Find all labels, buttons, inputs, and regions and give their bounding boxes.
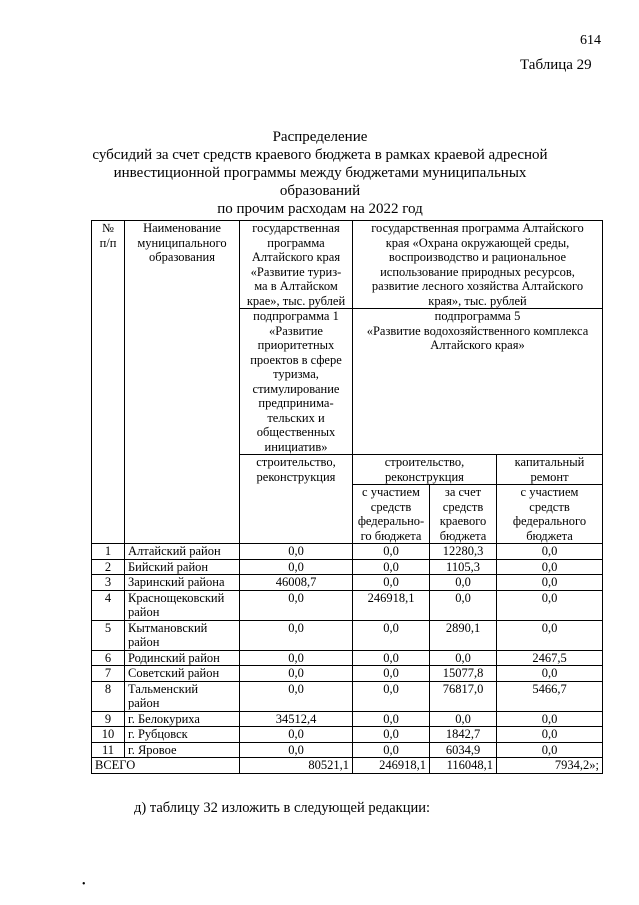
num-cell: 6 [92, 650, 125, 666]
table-row [92, 727, 603, 743]
regional-construction-cell: 0,0 [430, 711, 497, 727]
table-row [92, 650, 603, 666]
municipality-cell: Тальменский район [125, 681, 240, 711]
num-cell: 10 [92, 727, 125, 743]
tourism-construction-cell: 0,0 [240, 544, 353, 560]
num-cell: 3 [92, 575, 125, 591]
tourism-construction-cell: 0,0 [240, 742, 353, 758]
subsidy-table [91, 220, 603, 774]
tourism-construction-cell: 0,0 [240, 559, 353, 575]
capital-repair-cell: 0,0 [497, 711, 603, 727]
capital-repair-cell: 0,0 [497, 575, 603, 591]
regional-construction-cell: 12280,3 [430, 544, 497, 560]
regional-construction-cell: 2890,1 [430, 620, 497, 650]
document-title: Распределение субсидий за счет средств краевого бюджета в рамках краевой адресной инвестиционной программы между бюджетами муниципальных образований по прочим расходам на 2022 год [92, 129, 548, 217]
total-label: ВСЕГО [92, 758, 240, 774]
tourism-construction-cell: 0,0 [240, 650, 353, 666]
table-row [92, 590, 603, 620]
capital-repair-cell: 0,0 [497, 620, 603, 650]
table-row [92, 620, 603, 650]
header-construction-1: строительство, реконструкция [240, 455, 353, 544]
capital-repair-cell: 2467,5 [497, 650, 603, 666]
municipality-cell: Алтайский район [125, 544, 240, 560]
num-cell: 9 [92, 711, 125, 727]
regional-construction-cell: 0,0 [430, 650, 497, 666]
regional-construction-cell: 0,0 [430, 590, 497, 620]
capital-repair-cell: 5466,7 [497, 681, 603, 711]
header-program-environment: государственная программа Алтайского края «Охрана окружающей среды, воспроизводство и рациональное использование природных ресурсов, развитие лесного хозяйства Алтайского края», тыс. рублей [353, 221, 603, 309]
municipality-cell: Родинский район [125, 650, 240, 666]
tourism-construction-cell: 46008,7 [240, 575, 353, 591]
num-cell: 8 [92, 681, 125, 711]
table-row [92, 681, 603, 711]
total-value-1: 80521,1 [240, 758, 353, 774]
regional-construction-cell: 1105,3 [430, 559, 497, 575]
capital-repair-cell: 0,0 [497, 742, 603, 758]
federal-construction-cell: 246918,1 [353, 590, 430, 620]
regional-construction-cell: 1842,7 [430, 727, 497, 743]
federal-construction-cell: 0,0 [353, 575, 430, 591]
amendment-text: д) таблицу 32 изложить в следующей редакции: [134, 800, 431, 816]
num-cell: 4 [92, 590, 125, 620]
capital-repair-cell: 0,0 [497, 727, 603, 743]
federal-construction-cell: 0,0 [353, 742, 430, 758]
municipality-cell: Бийский район [125, 559, 240, 575]
table-label: Таблица 29 [520, 57, 592, 73]
municipality-cell: Советский район [125, 666, 240, 682]
table-row [92, 711, 603, 727]
header-municipality: Наименование муниципального образования [125, 221, 240, 544]
federal-construction-cell: 0,0 [353, 681, 430, 711]
total-value-2: 246918,1 [353, 758, 430, 774]
federal-construction-cell: 0,0 [353, 666, 430, 682]
municipality-cell: Краснощековский район [125, 590, 240, 620]
header-program-tourism: государственная программа Алтайского края «Развитие туриз- ма в Алтайском крае», тыс. рублей [240, 221, 353, 309]
regional-construction-cell: 6034,9 [430, 742, 497, 758]
municipality-cell: г. Рубцовск [125, 727, 240, 743]
tourism-construction-cell: 0,0 [240, 590, 353, 620]
municipality-cell: Заринский района [125, 575, 240, 591]
tourism-construction-cell: 0,0 [240, 620, 353, 650]
total-value-4: 7934,2»; [497, 758, 603, 774]
header-subprogram-1: подпрограмма 1 «Развитие приоритетных проектов в сфере туризма, стимулирование предпринима- тельских и общественных инициатив» [240, 309, 353, 455]
municipality-cell: Кытмановский район [125, 620, 240, 650]
municipality-cell: г. Белокуриха [125, 711, 240, 727]
stray-mark: • [82, 879, 86, 890]
num-cell: 11 [92, 742, 125, 758]
header-number: № п/п [92, 221, 125, 544]
federal-construction-cell: 0,0 [353, 650, 430, 666]
page-number: 614 [580, 33, 601, 48]
header-federal-participation-repair: с участием средств федерального бюджета [497, 485, 603, 544]
tourism-construction-cell: 0,0 [240, 681, 353, 711]
tourism-construction-cell: 0,0 [240, 727, 353, 743]
capital-repair-cell: 0,0 [497, 590, 603, 620]
table-row [92, 742, 603, 758]
tourism-construction-cell: 0,0 [240, 666, 353, 682]
federal-construction-cell: 0,0 [353, 727, 430, 743]
capital-repair-cell: 0,0 [497, 559, 603, 575]
capital-repair-cell: 0,0 [497, 666, 603, 682]
table-row [92, 559, 603, 575]
table-row [92, 575, 603, 591]
total-value-3: 116048,1 [430, 758, 497, 774]
regional-construction-cell: 0,0 [430, 575, 497, 591]
federal-construction-cell: 0,0 [353, 711, 430, 727]
header-federal-participation: с участием средств федерально- го бюджета [353, 485, 430, 544]
num-cell: 7 [92, 666, 125, 682]
num-cell: 5 [92, 620, 125, 650]
header-capital-repair: капитальный ремонт [497, 455, 603, 485]
federal-construction-cell: 0,0 [353, 544, 430, 560]
tourism-construction-cell: 34512,4 [240, 711, 353, 727]
num-cell: 1 [92, 544, 125, 560]
federal-construction-cell: 0,0 [353, 559, 430, 575]
regional-construction-cell: 15077,8 [430, 666, 497, 682]
regional-construction-cell: 76817,0 [430, 681, 497, 711]
federal-construction-cell: 0,0 [353, 620, 430, 650]
capital-repair-cell: 0,0 [497, 544, 603, 560]
table-row [92, 666, 603, 682]
total-row [92, 758, 603, 774]
table-row [92, 544, 603, 560]
municipality-cell: г. Яровое [125, 742, 240, 758]
num-cell: 2 [92, 559, 125, 575]
header-subprogram-5: подпрограмма 5 «Развитие водохозяйственного комплекса Алтайского края» [353, 309, 603, 455]
header-construction-2: строительство, реконструкция [353, 455, 497, 485]
header-regional-funds: за счет средств краевого бюджета [430, 485, 497, 544]
